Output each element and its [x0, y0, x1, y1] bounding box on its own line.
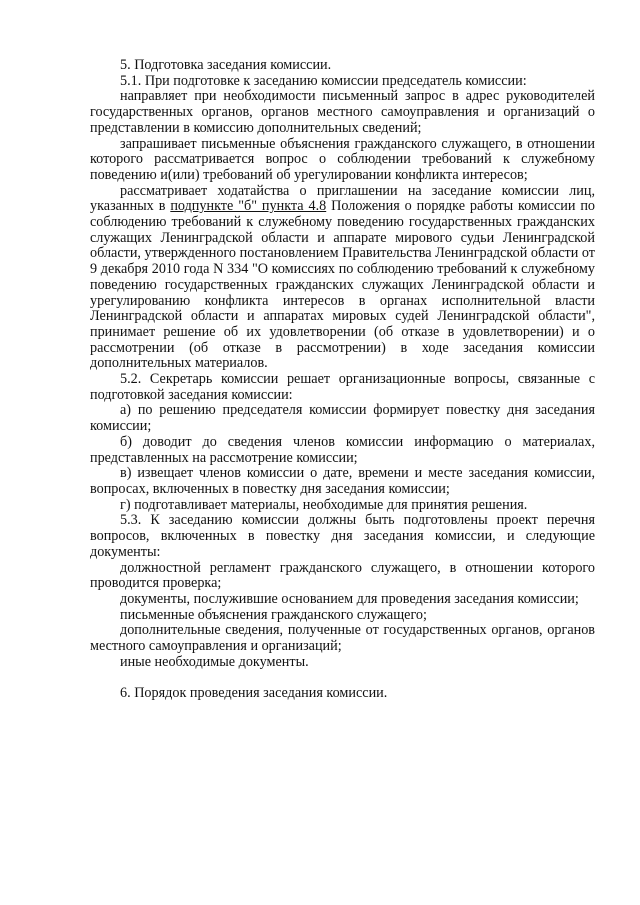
paragraph-5-2: 5.2. Секретарь комиссии решает организационные вопросы, связанные с подготовкой заседания комиссии:	[90, 371, 595, 403]
paragraph-5-2-d: г) подготавливает материалы, необходимые для принятия решения.	[120, 496, 528, 513]
section-spacer	[90, 670, 595, 686]
paragraph-5-3-item-4: дополнительные сведения, полученные от государственных органов, органов местного самоуправления и организаций;	[90, 622, 595, 655]
paragraph-5-3-item-1: должностной регламент гражданского служащего, в отношении которого проводится проверка;	[90, 559, 595, 592]
paragraph-5-1-item-3-text-end: Положения о порядке работы комиссии по соблюдению требований к служебному поведению государственных гражданских служащих Ленинградской области и аппарате мирового судьи Ленинградской области, утвержденного постановлением Правительства Ленинградской области от 9 декабря 2010 года N 334 "О комиссиях по соблюдению требований к служебному поведению государственных гражданских служащих Ленинградской области и урегулированию конфликта интересов в органах исполнительной власти Ленинградской области и аппаратах мировых судей Ленинградской области", принимает решение об их удовлетворении (об отказе в удовлетворении) и о рассмотрении (об отказе в рассмотрении) в ходе заседания комиссии дополнительных материалов.	[90, 198, 596, 372]
paragraph-5-1-item-3	[90, 184, 595, 372]
paragraph-5-2-c: в) извещает членов комиссии о дате, времени и месте заседания комиссии, вопросах, включенных в повестку дня заседания комиссии;	[90, 465, 595, 497]
section-6-title: 6. Порядок проведения заседания комиссии.	[120, 685, 388, 702]
paragraph-5-2-a: а) по решению председателя комиссии формирует повестку дня заседания комиссии;	[90, 402, 595, 435]
paragraph-5-3-item-3: письменные объяснения гражданского служащего;	[120, 606, 427, 623]
paragraph-5-1-item-2: запрашивает письменные объяснения гражданского служащего, в отношении которого рассматривается вопрос о соблюдении требований к служебному поведению и(или) требований об урегулировании конфликта интересов;	[90, 135, 595, 183]
paragraph-5-3-item-2: документы, послужившие основанием для проведения заседания комиссии;	[120, 590, 579, 607]
document-body	[90, 58, 595, 702]
paragraph-5-1: 5.1. При подготовке к заседанию комиссии председатель комиссии:	[120, 72, 527, 89]
paragraph-5-2-b: б) доводит до сведения членов комиссии информацию о материалах, представленных на рассмотрение комиссии;	[90, 433, 595, 466]
subpoint-4-8-link[interactable]: подпункте "б" пункта 4.8	[170, 198, 327, 215]
section-5-title: 5. Подготовка заседания комиссии.	[120, 57, 332, 73]
paragraph-5-3: 5.3. К заседанию комиссии должны быть подготовлены проект перечня вопросов, включенных в повестку дня заседания комиссии, и следующие документы:	[90, 512, 595, 560]
paragraph-5-3-item-5: иные необходимые документы.	[120, 653, 309, 670]
paragraph-5-1-item-1: направляет при необходимости письменный запрос в адрес руководителей государственных органов, органов местного самоуправления и организаций о представлении в комиссию дополнительных сведений;	[90, 88, 595, 136]
paragraph-5-1-item-3-text-start: рассматривает ходатайства о приглашении на заседание комиссии лиц, указанных в	[90, 182, 595, 215]
